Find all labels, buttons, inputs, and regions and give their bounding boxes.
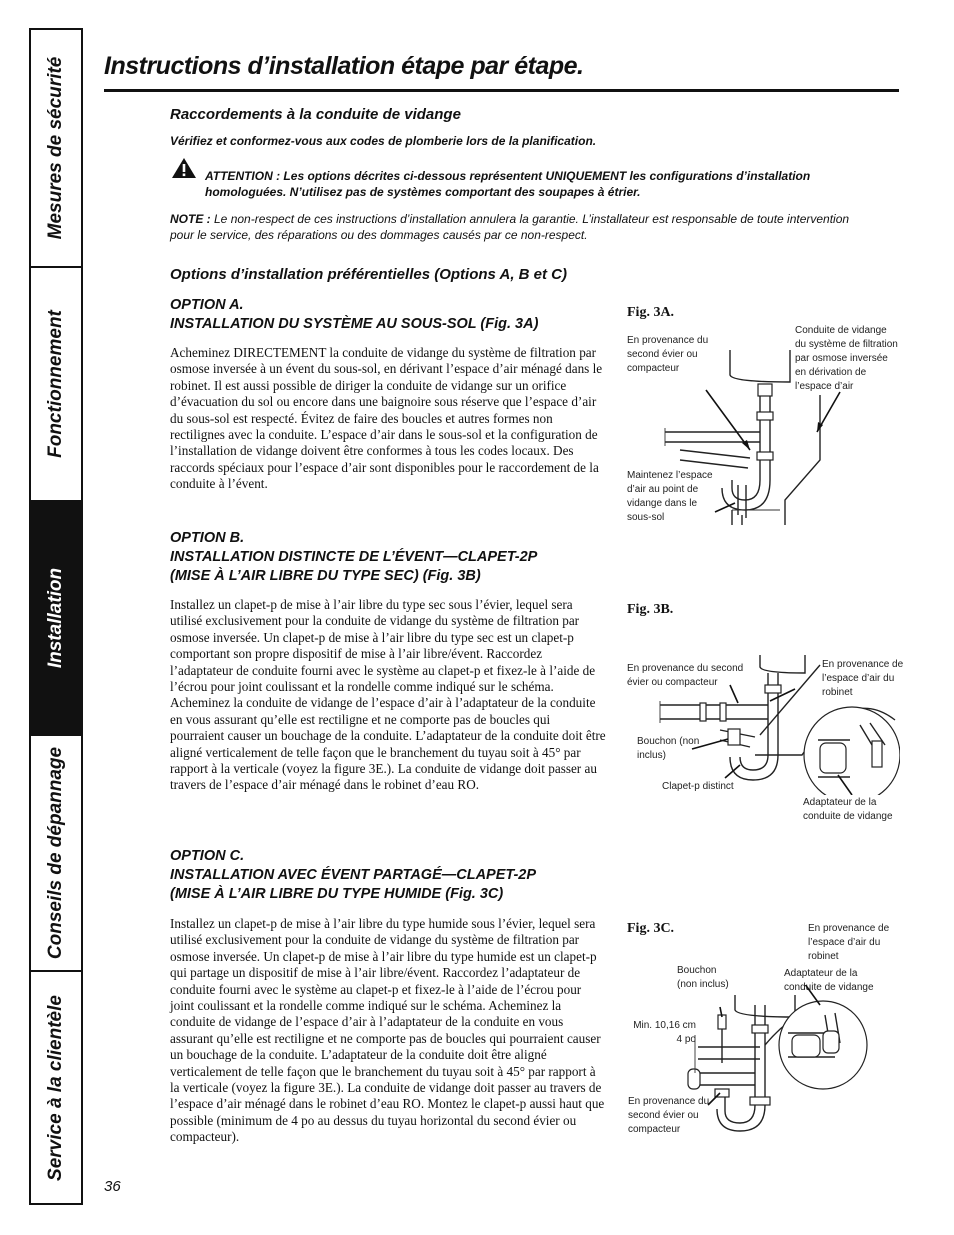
page-title: Instructions d’installation étape par étape. <box>104 52 584 80</box>
tab-label: Service à la clientèle <box>45 994 66 1181</box>
attention-text: ATTENTION : Les options décrites ci-dessous représentent UNIQUEMENT les configurations d’installation homologuées. N’utilisez pas de systèmes comportant des soupapes à étrier. <box>205 169 811 199</box>
options-heading: Options d’installation préférentielles (Options A, B et C) <box>170 266 567 283</box>
option-c-heading <box>170 847 610 904</box>
page-number: 36 <box>104 1178 121 1195</box>
fig-3b-callout-second-sink: En provenance du second évier ou compacteur <box>627 663 744 688</box>
verify-note: Vérifiez et conformez-vous aux codes de plomberie lors de la planification. <box>170 134 597 148</box>
fig-3c-callout-air-gap: En provenance de l’espace d’air du robinet <box>808 923 890 962</box>
fig-3b-diagram <box>620 645 900 795</box>
fig-3b-callout-trap: Clapet-p distinct <box>662 781 734 792</box>
tab-service-a-la-clientele[interactable] <box>31 972 81 1203</box>
tab-fonctionnement[interactable] <box>31 268 81 502</box>
tab-label: Conseils de dépannage <box>45 746 66 960</box>
note-paragraph <box>170 211 870 243</box>
fig-3a-callout-second-sink: En provenance du second évier ou compacteur <box>627 335 709 374</box>
tab-conseils-de-depannage[interactable] <box>31 736 81 972</box>
option-b-heading <box>170 529 610 586</box>
fig-3b-callout-air-gap: En provenance de l’espace d’air du robinet <box>822 659 904 698</box>
fig-3c-callout-adapter: Adaptateur de la conduite de vidange <box>784 968 874 993</box>
title-rule <box>104 89 899 92</box>
option-c-subtitle-2: (MISE À L’AIR LIBRE DU TYPE HUMIDE (Fig. 3C) <box>170 886 504 902</box>
option-b-subtitle: INSTALLATION DISTINCTE DE L’ÉVENT—CLAPET-2P <box>170 549 538 565</box>
section-tab-strip <box>29 28 83 1205</box>
tab-installation[interactable] <box>31 502 81 736</box>
option-b-title: OPTION B. <box>170 530 245 546</box>
tab-label: Mesures de sécurité <box>45 56 66 240</box>
fig-3c-callout-plug: Bouchon (non inclus) <box>677 965 729 990</box>
fig-3b-label: Fig. 3B. <box>627 602 674 617</box>
fig-3b-callout-plug: Bouchon (non inclus) <box>637 736 700 761</box>
option-b-subtitle-2: (MISE À L’AIR LIBRE DU TYPE SEC) (Fig. 3B) <box>170 568 481 584</box>
option-c-body: Installez un clapet-p de mise à l’air libre du type humide sous l’évier, lequel sera utilisé exclusivement pour la conduite de vidange du système de filtration par osmose inversée. Un clapet-p de mise à l’air libre du type humide est un clapet-p qui partage un dispositif de mise à l’air libre/évent. Raccordez l’adaptateur de conduite fourni avec le système au clapet-p et fixez-le à l’aide de l’écrou pour joint coulissant et la rondelle comme indiqué sur le schéma. Acheminez la conduite de vidange de l’espace d’air à l’adaptateur de la conduite en vous assurant qu’elle est rectiligne et ne comporte pas de boucles qui pourraient causer un bouchage de la conduite. L’adaptateur de la conduite doit être aligné verticalement de telle façon que le branchement du tuyau soit à 45° par rapport à la verticale (voyez la figure 3E.). La conduite de vidange doit passer au travers de l’espace d’air ménagé dans le robinet d’eau RO. Montez le clapet-p aussi haut que possible (minimum de 4 po au dessus du tuyau horizontal du second évier ou compacteur). <box>170 916 605 1145</box>
option-a-heading <box>170 296 600 334</box>
fig-3c-diagram <box>620 985 900 1135</box>
option-a-title: OPTION A. <box>170 297 244 313</box>
fig-3a-callout-air-gap: Maintenez l’espace d’air au point de vidange dans le sous-sol <box>627 470 713 523</box>
fig-3c-callout-min-height: Min. 10,16 cm 4 po <box>633 1020 696 1045</box>
option-a-body: Acheminez DIRECTEMENT la conduite de vidange du système de filtration par osmose inversée à un évent du sous-sol, en dérivant l’espace d’air ménagé dans le robinet. Il est aussi possible de diriger la conduite de vidange sur un orifice d’évacuation du sol ou encore dans une baignoire sous réserve que l’espace d’air du sous-sol est respecté. Évitez de faire des boucles et autres formes non rectilignes avec la conduite. L’espace d’air dans le sous-sol et la configuration de l’installation de vidange doivent être conformes à tous les codes locaux. Des raccords spéciaux pour l’espace d’air sont disponibles pour le raccordement de la conduite à l’évent. <box>170 345 603 492</box>
tab-label: Fonctionnement <box>45 310 66 458</box>
option-c-title: OPTION C. <box>170 848 245 864</box>
option-b-body: Installez un clapet-p de mise à l’air libre du type sec sous l’évier, lequel sera utilisé exclusivement pour la conduite de vidange du système de filtration par osmose inversée. Un clapet-p de mise à l’air libre du type sec est un clapet-p comportant son propre dispositif de mise à l’air libre/évent. Raccordez l’adaptateur de conduite fourni avec le système au clapet-p et fixez-le à l’aide de l’écrou pour joint coulissant et la rondelle comme indiqué sur le schéma. Acheminez la conduite de vidange de l’espace d’air à l’adaptateur de la conduite en vous assurant qu’elle est rectiligne et ne comporte pas de boucles qui pourraient causer un bouchage de la conduite. L’adaptateur de la conduite doit être aligné verticalement de telle façon que le branchement du tuyau soit à 45° par rapport à la verticale (voyez la figure 3E.). La conduite de vidange doit passer au travers de l’espace d’air ménagé dans le robinet d’eau RO. <box>170 597 606 793</box>
note-label: NOTE : <box>170 212 211 226</box>
fig-3c-callout-second-sink: En provenance du second évier ou compacteur <box>628 1096 710 1135</box>
tab-label: Installation <box>45 567 66 669</box>
section-heading: Raccordements à la conduite de vidange <box>170 106 461 123</box>
fig-3a-label: Fig. 3A. <box>627 305 675 320</box>
fig-3a-callout-drain: Conduite de vidange du système de filtration par osmose inversée en dérivation de l’espace d’air <box>795 325 898 392</box>
option-a-subtitle: INSTALLATION DU SYSTÈME AU SOUS-SOL (Fig. 3A) <box>170 316 539 332</box>
tab-mesures-de-securite[interactable] <box>31 30 81 268</box>
warning-icon <box>171 156 197 180</box>
option-c-subtitle: INSTALLATION AVEC ÉVENT PARTAGÉ—CLAPET-2P <box>170 867 537 883</box>
note-text: Le non-respect de ces instructions d’installation annulera la garantie. L’installateur est responsable de toute intervention pour le service, des réparations ou des dommages causés par ce non-respect. <box>170 212 850 242</box>
fig-3c-label: Fig. 3C. <box>627 921 675 936</box>
fig-3b-callout-adapter: Adaptateur de la conduite de vidange <box>803 797 893 822</box>
fig-3a-diagram <box>620 340 900 540</box>
